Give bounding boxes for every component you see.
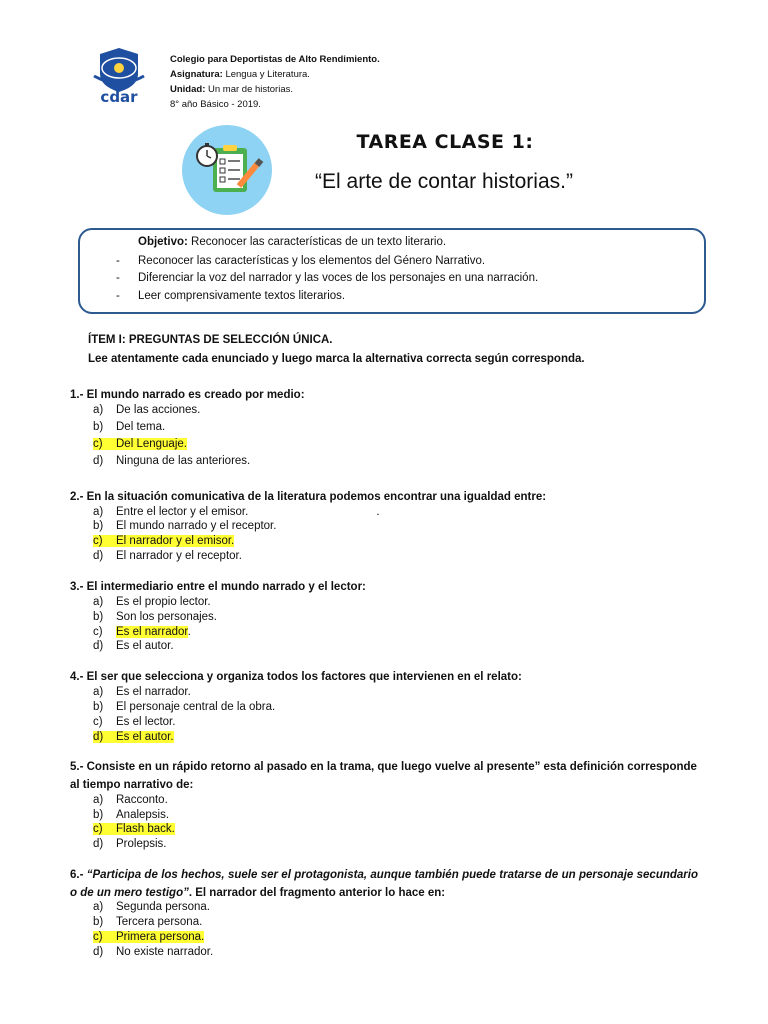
school-info bbox=[170, 52, 380, 112]
objective-item-text: Reconocer las características y los elementos del Género Narrativo. bbox=[138, 255, 486, 267]
objective-main bbox=[138, 236, 446, 248]
objective-item bbox=[116, 272, 538, 284]
question-6 bbox=[70, 866, 698, 902]
option-4d-highlighted: d) Es el autor. bbox=[93, 731, 174, 743]
option-4b: b) El personaje central de la obra. bbox=[93, 701, 276, 713]
question-3 bbox=[70, 578, 698, 596]
option-5a: a) Racconto. bbox=[93, 794, 168, 806]
logo-text: cdar bbox=[100, 88, 138, 106]
question-text: En la situación comunicativa de la literatura podemos encontrar una igualdad entre: bbox=[86, 491, 547, 503]
option-1d: d) Ninguna de las anteriores. bbox=[93, 455, 251, 467]
section-title: ÍTEM I: PREGUNTAS DE SELECCIÓN ÚNICA. bbox=[88, 334, 333, 346]
option-1b: b) Del tema. bbox=[93, 421, 166, 433]
grade: 8° año Básico - 2019. bbox=[170, 99, 261, 110]
section-instructions: Lee atentamente cada enunciado y luego marca la alternativa correcta según corresponda. bbox=[88, 353, 585, 365]
question-2 bbox=[70, 488, 698, 506]
question-text: El intermediario entre el mundo narrado y el lector: bbox=[86, 581, 366, 593]
option-1c-highlighted: c) Del Lenguaje. bbox=[93, 438, 187, 450]
question-number: 2.- bbox=[70, 491, 84, 503]
unit-value: Un mar de historias. bbox=[208, 84, 294, 95]
option-5c-highlighted: c) Flash back. bbox=[93, 823, 175, 835]
objective-item-text: Leer comprensivamente textos literarios. bbox=[138, 290, 346, 302]
question-text: El ser que selecciona y organiza todos los factores que intervienen en el relato: bbox=[86, 671, 522, 683]
objective-item-text: Diferenciar la voz del narrador y las voces de los personajes en una narración. bbox=[138, 272, 539, 284]
question-text: El mundo narrado es creado por medio: bbox=[86, 389, 305, 401]
unit-label: Unidad: bbox=[170, 84, 206, 95]
question-number: 1.- bbox=[70, 389, 84, 401]
question-number: 5.- bbox=[70, 761, 84, 773]
page-title: TAREA CLASE 1: bbox=[356, 131, 534, 153]
question-text: . El narrador del fragmento anterior lo hace en: bbox=[188, 887, 446, 899]
question-5 bbox=[70, 758, 698, 794]
question-1 bbox=[70, 386, 698, 404]
option-6d: d) No existe narrador. bbox=[93, 946, 214, 958]
objective-text: Reconocer las características de un texto literario. bbox=[191, 236, 447, 248]
option-3a: a) Es el propio lector. bbox=[93, 596, 211, 608]
option-6a: a) Segunda persona. bbox=[93, 901, 210, 913]
option-3d: d) Es el autor. bbox=[93, 640, 174, 652]
question-number: 3.- bbox=[70, 581, 84, 593]
option-6b: b) Tercera persona. bbox=[93, 916, 203, 928]
option-2b: b) El mundo narrado y el receptor. bbox=[93, 520, 277, 532]
question-quote: “Participa de los hechos, suele ser el protagonista, aunque también puede tratarse de un personaje secundario o de un mero testigo” bbox=[70, 869, 698, 899]
option-5d: d) Prolepsis. bbox=[93, 838, 167, 850]
question-number: 6.- bbox=[70, 869, 84, 881]
option-5b: b) Analepsis. bbox=[93, 809, 170, 821]
option-3c: c) Es el narrador. bbox=[93, 626, 191, 638]
option-2d: d) El narrador y el receptor. bbox=[93, 550, 242, 562]
subject-value: Lengua y Literatura. bbox=[225, 69, 310, 80]
option-2a: a) Entre el lector y el emisor. . bbox=[93, 506, 380, 518]
objective-item bbox=[116, 290, 345, 302]
highlighted-answer: Es el narrador bbox=[116, 626, 188, 638]
question-4 bbox=[70, 668, 698, 686]
bullet-dash: - bbox=[116, 255, 120, 267]
question-text: Consiste en un rápido retorno al pasado en la trama, que luego vuelve al presente” esta definición corresponde al tiempo narrativo de: bbox=[70, 761, 697, 791]
school-name: Colegio para Deportistas de Alto Rendimiento. bbox=[170, 54, 380, 65]
bullet-dash: - bbox=[116, 272, 120, 284]
question-number: 4.- bbox=[70, 671, 84, 683]
page-subtitle: “El arte de contar historias.” bbox=[315, 170, 573, 193]
option-3b: b) Son los personajes. bbox=[93, 611, 218, 623]
option-1a: a) De las acciones. bbox=[93, 404, 201, 416]
objective-item bbox=[116, 255, 485, 267]
subject-label: Asignatura: bbox=[170, 69, 223, 80]
option-6c-highlighted: c) Primera persona. bbox=[93, 931, 205, 943]
bullet-dash: - bbox=[116, 290, 120, 302]
option-2c-highlighted: c) El narrador y el emisor. bbox=[93, 535, 235, 547]
option-4c: c) Es el lector. bbox=[93, 716, 176, 728]
school-logo bbox=[88, 46, 150, 106]
option-4a: a) Es el narrador. bbox=[93, 686, 191, 698]
objective-label: Objetivo: bbox=[138, 236, 188, 248]
